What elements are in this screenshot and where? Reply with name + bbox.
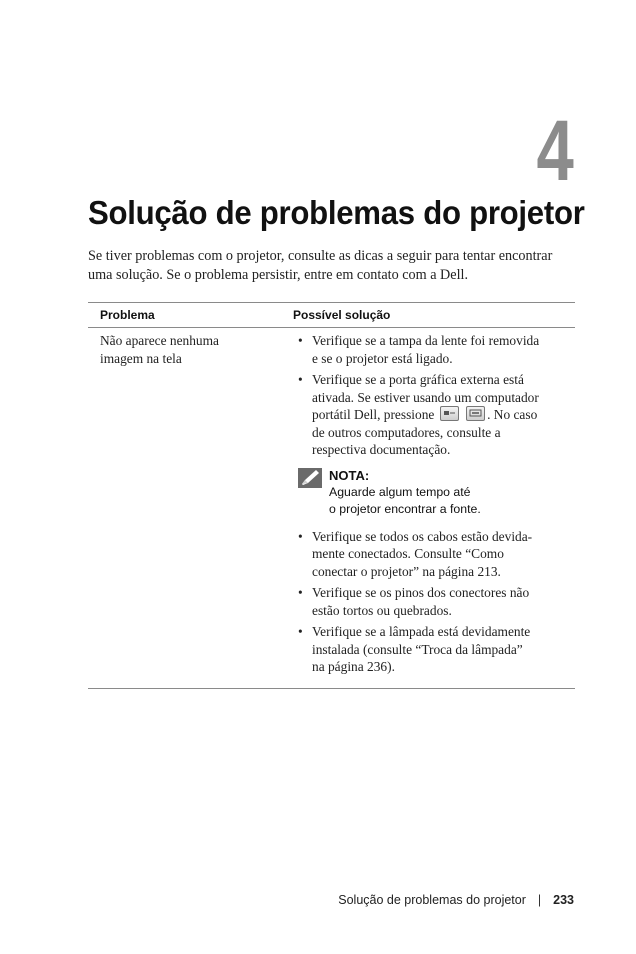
list-item [293,584,565,619]
footer-chapter-title: Solução de problemas do projetor [338,893,526,907]
list-item-text: . No caso [487,407,538,422]
list-item-line: na página 236). [312,659,395,674]
pencil-note-icon [297,467,325,489]
display-switch-key-icon [466,406,485,421]
intro-paragraph [88,247,583,285]
bullet-marker: • [298,528,303,544]
list-item-line: ativada. Se estiver usando um computador [312,389,539,405]
list-item-line: estão tortos ou quebrados. [312,602,452,618]
list-item-line: conectar o projetor” na página 213. [312,563,501,579]
list-item [293,528,565,581]
list-item-line: Verifique se a lâmpada está devidamente [312,624,531,639]
page-title: Solução de problemas do projetor [88,195,585,232]
list-item-line: instalada (consulte “Troca da lâmpada” [312,641,523,657]
solution-cell [293,332,565,680]
troubleshooting-table [88,302,575,689]
list-item-line: Verifique se os pinos dos conectores não [312,585,530,600]
bullet-marker: • [298,585,303,600]
bullet-marker: • [298,333,303,348]
note-text [325,467,481,518]
note-label: NOTA: [329,467,370,483]
bullet-marker: • [298,372,303,387]
intro-line: uma solução. Se o problema persistir, entre em contato com a Dell. [88,267,469,283]
list-item [293,623,565,676]
list-item-line: Verifique se a porta gráfica externa está [312,372,524,387]
problem-line: Não aparece nenhuma [100,333,219,348]
list-item-line: Verifique se todos os cabos estão devida- [312,528,533,544]
note-line-text: Aguarde algum tempo até [329,484,471,499]
list-item-line: Verifique se a tampa da lente foi removida [312,333,540,348]
page-footer [338,893,574,907]
header-solution: Possível solução [293,308,391,322]
table-header [88,303,575,328]
problem-line: imagem na tela [100,350,182,366]
solution-list-a [293,332,565,459]
list-item [293,371,565,459]
list-item-line: de outros computadores, consulte a [312,424,501,440]
list-item-line: respectiva documentação. [312,442,451,457]
page-number: 233 [553,893,574,907]
bullet-marker: • [298,624,303,639]
list-item-line: e se o projetor está ligado. [312,350,453,366]
table-row [88,328,575,688]
list-item [293,332,565,367]
problem-cell [88,332,293,680]
note-box [297,467,565,518]
list-item-text: portátil Dell, pressione [312,407,435,422]
fn-key-icon [440,406,459,421]
list-item-line: mente conectados. Consulte “Como [312,546,504,561]
header-problem: Problema [100,308,155,322]
note-line: o projetor encontrar a fonte. [329,501,481,516]
list-item-line [312,406,565,424]
intro-line: Se tiver problemas com o projetor, consulte as dicas a seguir para tentar encontrar [88,248,553,264]
note-line [329,467,481,501]
solution-list-b [293,528,565,676]
footer-separator: | [537,893,542,907]
chapter-number: 4 [536,103,574,199]
